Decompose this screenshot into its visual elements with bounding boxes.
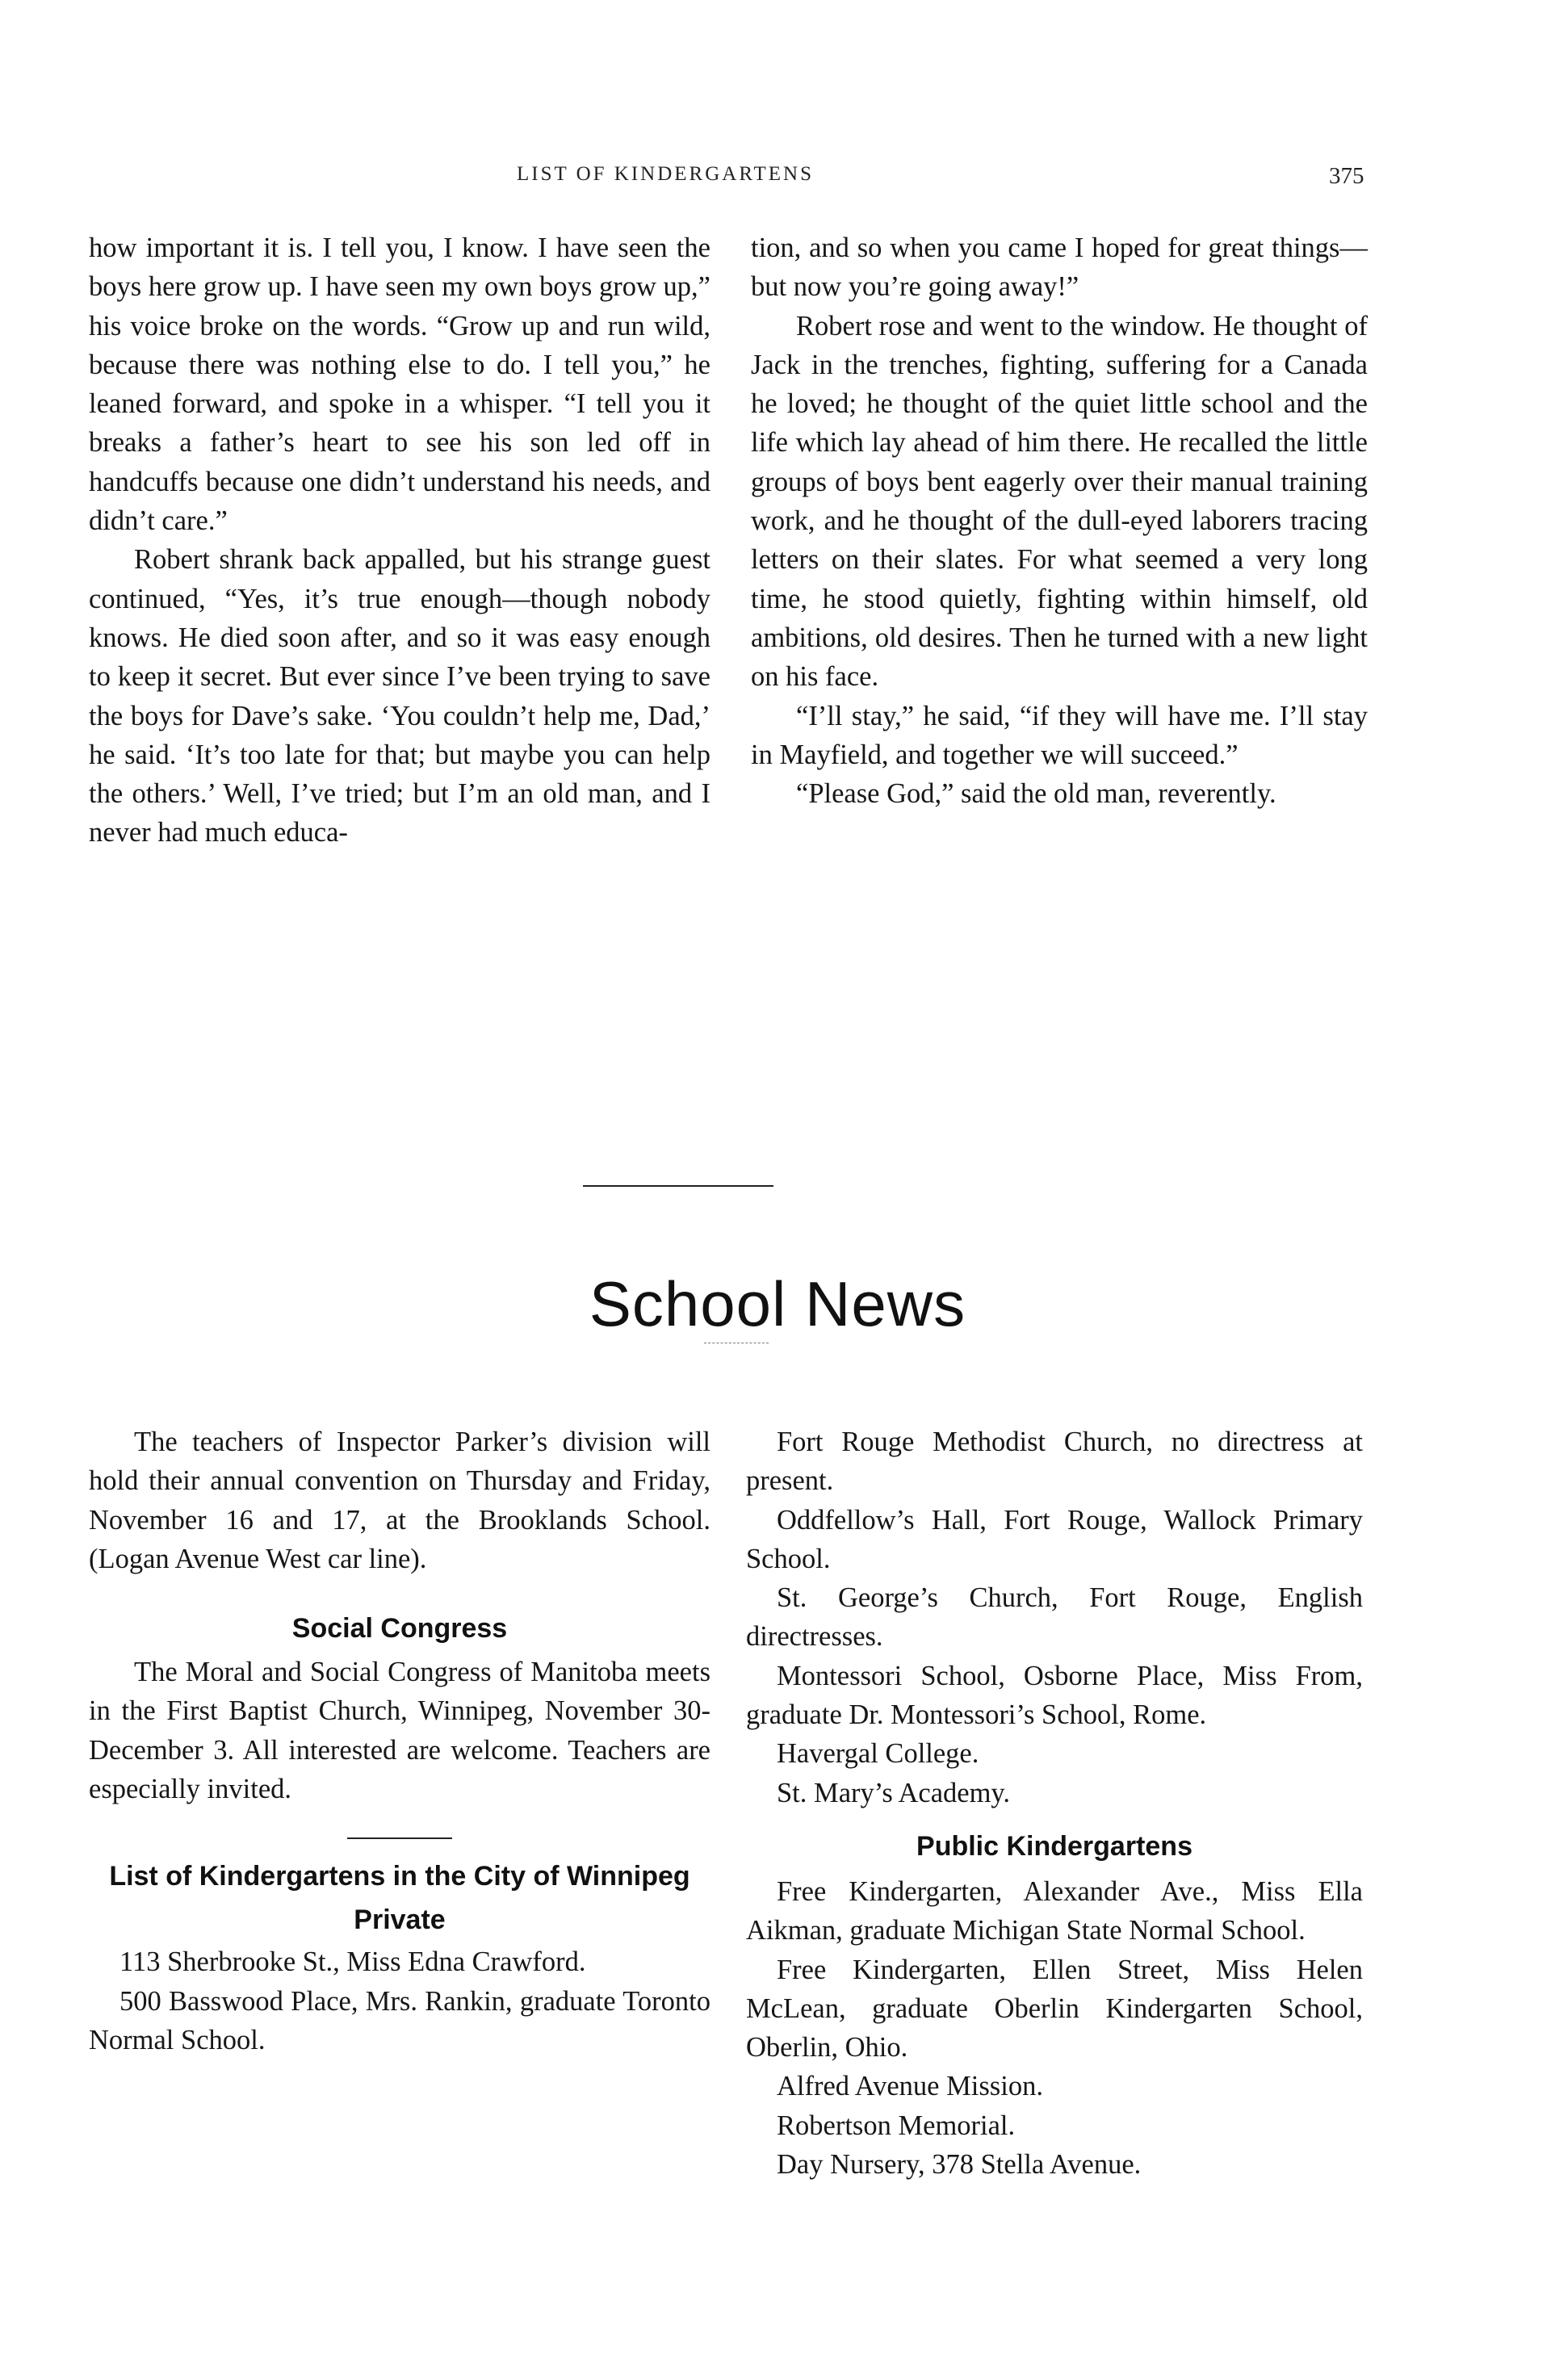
story-paragraph: “Please God,” said the old man, reverently. (796, 778, 1276, 810)
kindergarten-list-heading: List of Kindergartens in the City of Winnipeg (109, 1861, 690, 1892)
story-paragraph: “I’ll stay,” he said, “if they will have me. I’ll stay in Mayfield, and together we will succeed.” (751, 700, 1368, 770)
story-paragraph: Robert shrank back appalled, but his strange guest continued, “Yes, it’s true enough—though nobody knows. He died soon after, and so it was easy enough to keep it secret. But ever since I’ve been trying to save the boys for Dave’s sake. ‘You couldn’t help me, Dad,’ he said. ‘It’s too late for that; but maybe you can help the others.’ Well, I’ve tried; but I’m an old man, and I never had much educa- (89, 544, 710, 849)
story-column-right (751, 228, 1368, 813)
list-item: Free Kindergarten, Alexander Ave., Miss Ella Aikman, graduate Michigan State Normal School. (746, 1875, 1363, 1946)
story-paragraph: tion, and so when you came I hoped for great things—but now you’re going away!” (751, 233, 1368, 303)
list-item: 500 Basswood Place, Mrs. Rankin, graduate Toronto Normal School. (89, 1985, 710, 2055)
section-divider (583, 1185, 773, 1187)
section-title: School News (589, 1268, 966, 1339)
short-divider (347, 1837, 452, 1839)
list-item: 113 Sherbrooke St., Miss Edna Crawford. (119, 1946, 586, 1978)
list-item: Fort Rouge Methodist Church, no directress at present. (746, 1427, 1363, 1497)
list-item: Alfred Avenue Mission. (777, 2071, 1043, 2102)
story-column-left (89, 228, 710, 853)
private-heading: Private (354, 1904, 446, 1936)
story-paragraph: Robert rose and went to the window. He thought of Jack in the trenches, fighting, suffering for a Canada he loved; he thought of the quiet little school and the life which lay ahead of him there. He recalled the little groups of boys bent eagerly over their manual training work, and he thought of the dull-eyed laborers tracing letters on their slates. For what seemed a very long time, he stood quietly, fighting within himself, old ambitions, old desires. Then he turned with a new light on his face. (751, 310, 1368, 693)
news-column-right (746, 1423, 1363, 2184)
list-item: St. George’s Church, Fort Rouge, English directresses. (746, 1582, 1363, 1653)
story-paragraph: how important it is. I tell you, I know. I have seen the boys here grow up. I have seen my own boys grow up,” his voice broke on the words. “Grow up and run wild, because there was nothing else to do. I tell you,” he leaned forward, and spoke in a whisper. “I tell you it breaks a father’s heart to see his son led off in handcuffs because one didn’t understand his needs, and didn’t care.” (89, 233, 710, 537)
list-item: Robertson Memorial. (777, 2110, 1016, 2141)
list-item: Oddfellow’s Hall, Fort Rouge, Wallock Primary School. (746, 1504, 1363, 1574)
running-title: LIST OF KINDERGARTENS (517, 163, 814, 185)
list-item: Montessori School, Osborne Place, Miss From, graduate Dr. Montessori’s School, Rome. (746, 1660, 1363, 1731)
list-item: St. Mary’s Academy. (777, 1777, 1011, 1808)
list-item: Free Kindergarten, Ellen Street, Miss Helen McLean, graduate Oberlin Kindergarten School, Oberlin, Ohio. (746, 1954, 1363, 2064)
news-paragraph: The Moral and Social Congress of Manitoba meets in the First Baptist Church, Winnipeg, November 30-December 3. All interested are welcome. Teachers are especially invited. (89, 1657, 710, 1805)
list-item: Havergal College. (777, 1738, 979, 1770)
list-item: Day Nursery, 378 Stella Avenue. (777, 2149, 1142, 2181)
page-number: 375 (1329, 163, 1364, 189)
news-paragraph: The teachers of Inspector Parker’s division will hold their annual convention on Thursday and Friday, November 16 and 17, at the Brooklands School. (Logan Avenue West car line). (89, 1427, 710, 1574)
news-column-left (89, 1423, 710, 2059)
public-heading: Public Kindergartens (916, 1830, 1192, 1862)
social-congress-heading: Social Congress (291, 1613, 508, 1645)
